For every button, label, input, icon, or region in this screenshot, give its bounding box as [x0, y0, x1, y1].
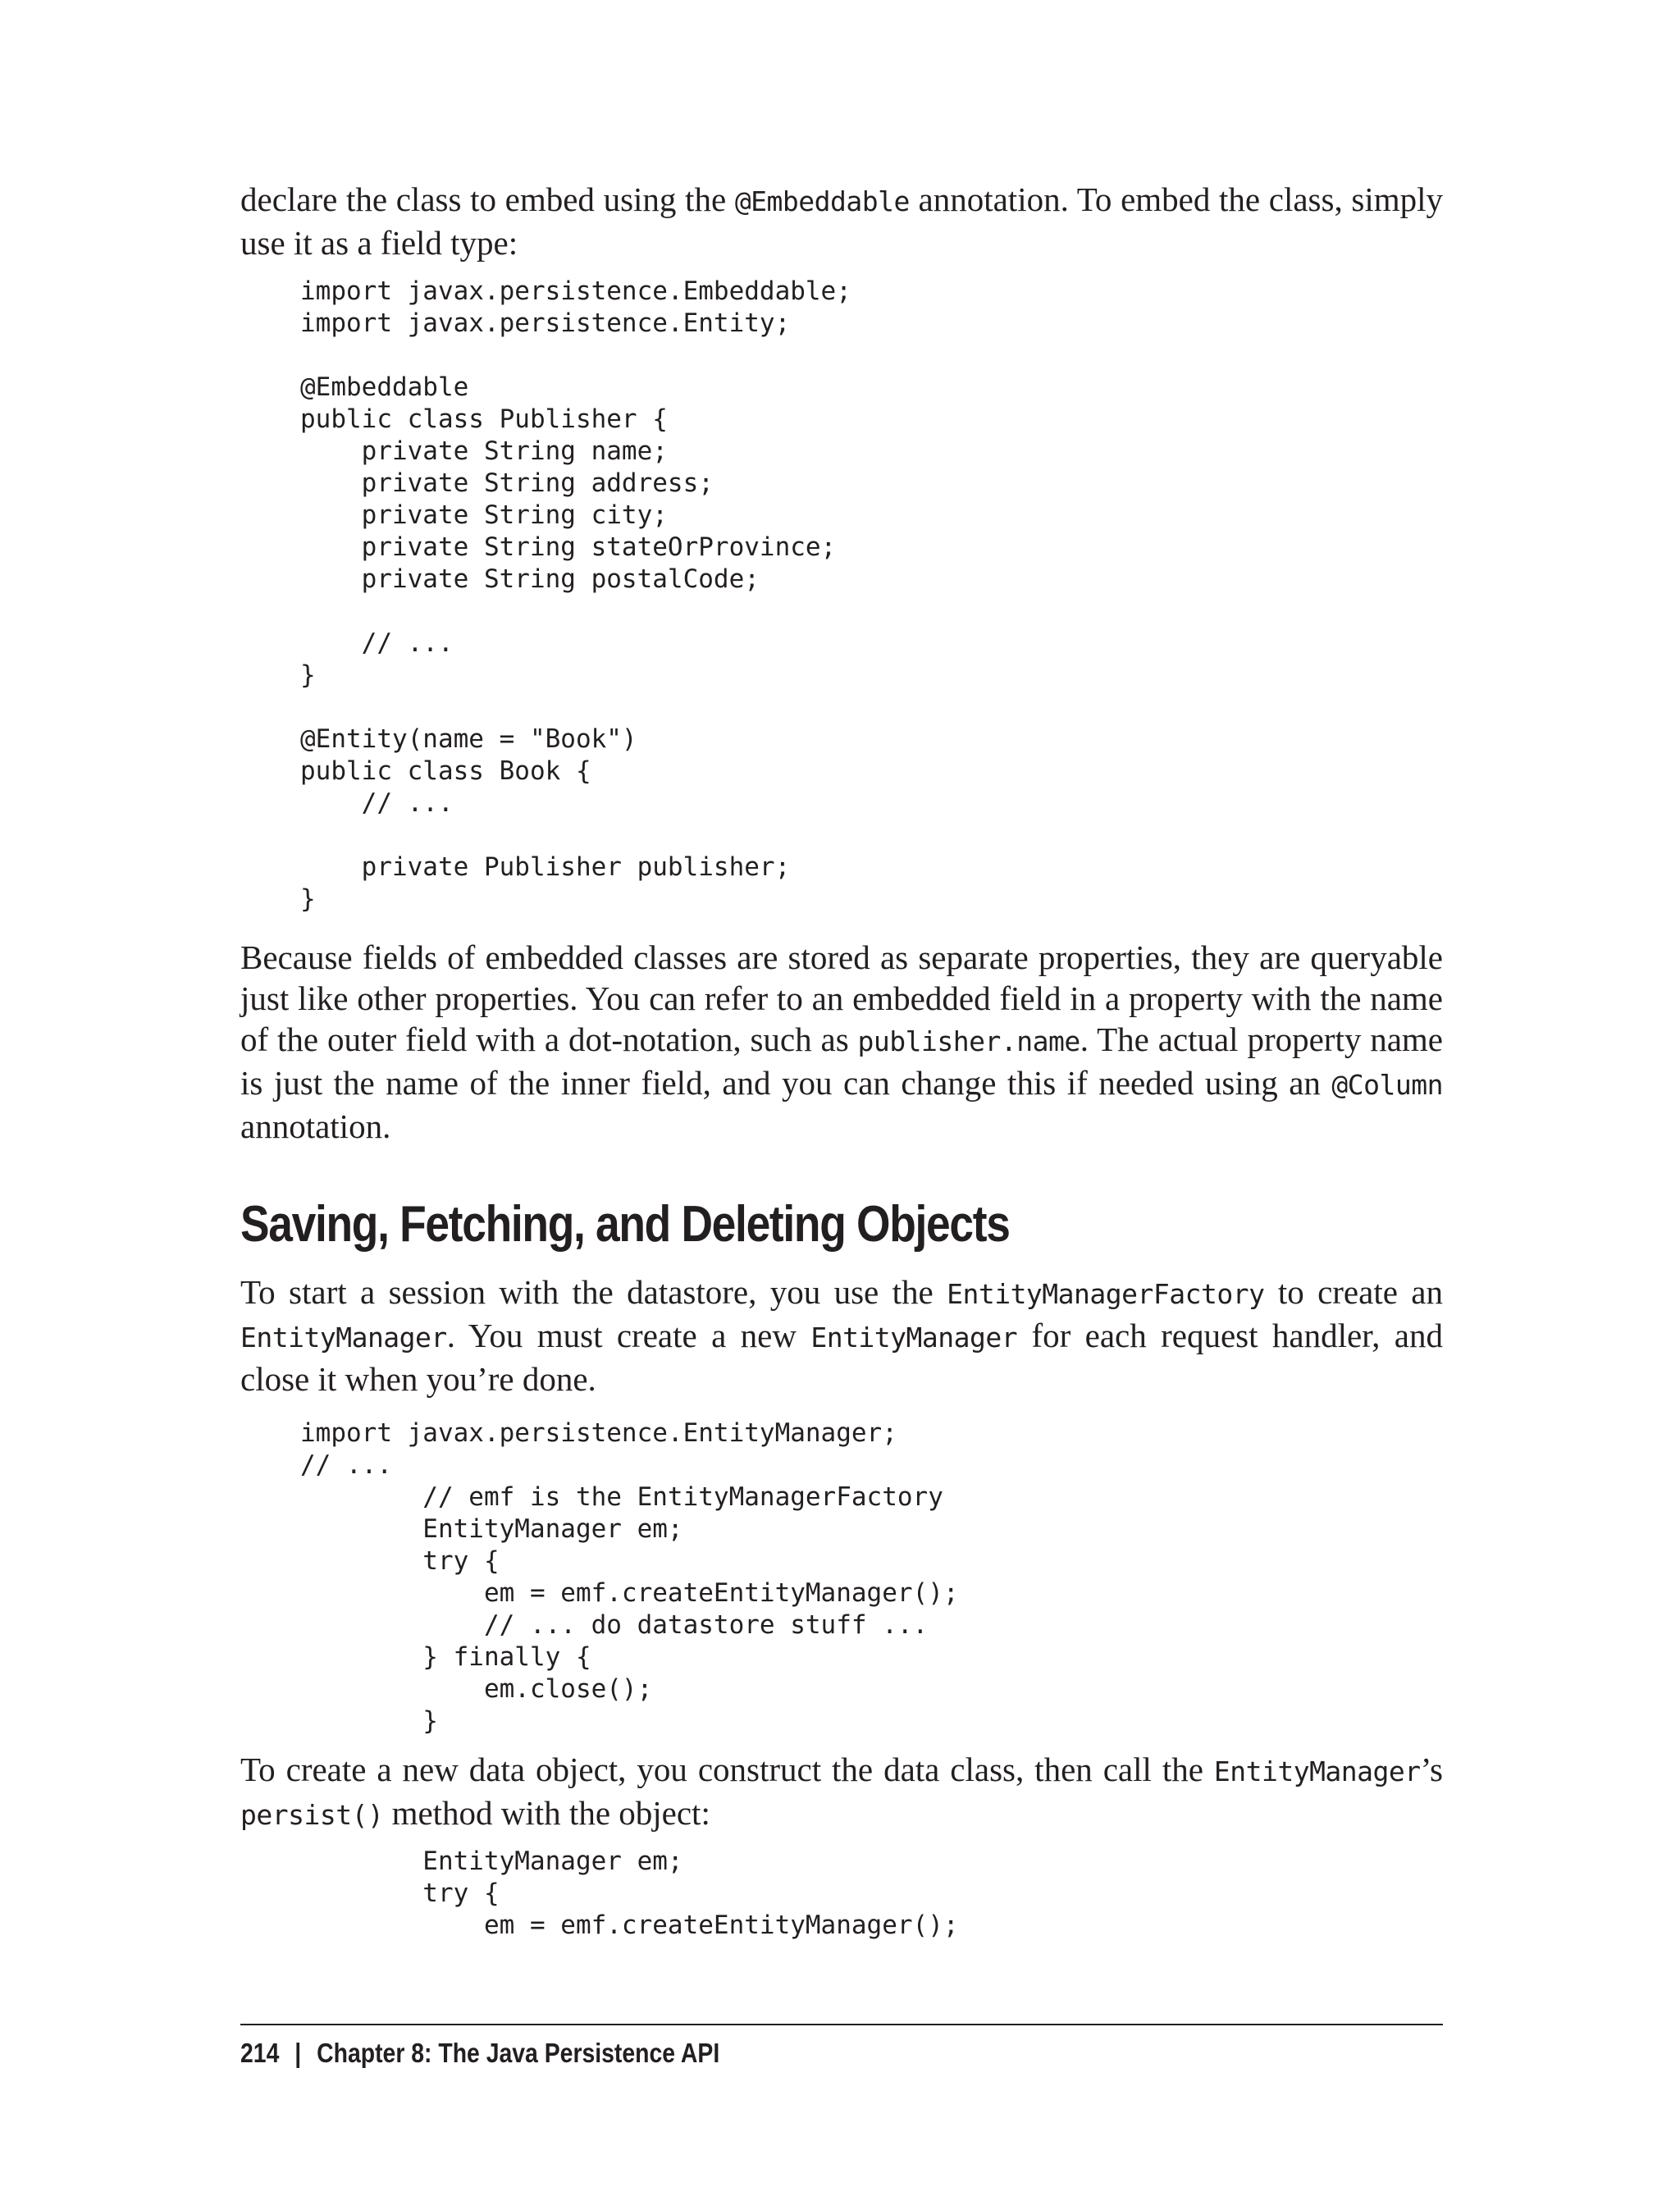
code-listing-embeddable: import javax.persistence.Embeddable; import javax.persistence.Entity; @Embeddable public class Publisher { private String name; private String address; private String city; private String stateOrProvince; private String postalCode; // ... } @Entity(name = "Book") public class Book { // ... private Publisher publisher; }	[300, 276, 851, 914]
text: ’s	[1420, 1751, 1443, 1788]
paragraph-persist	[240, 1749, 1443, 1836]
page-number: 214	[240, 2038, 280, 2068]
inline-code: EntityManager	[810, 1322, 1018, 1354]
text: to create an	[1264, 1273, 1443, 1311]
text: annotation. To embed the class, simply use it as a field type:	[240, 180, 1443, 262]
inline-code: EntityManager	[240, 1322, 447, 1354]
footer-separator: |	[294, 2038, 302, 2068]
paragraph-embedded-fields	[240, 937, 1443, 1147]
chapter-title: Chapter 8: The Java Persistence API	[317, 2038, 720, 2068]
inline-code: @Column	[1331, 1069, 1443, 1101]
section-heading: Saving, Fetching, and Deleting Objects	[240, 1196, 1010, 1253]
text: . The actual property name is just the name of the inner field, and you can change this if needed using an	[240, 1020, 1444, 1102]
page-footer	[240, 2036, 719, 2070]
inline-code: @Embeddable	[734, 185, 910, 217]
inline-code: publisher.name	[857, 1025, 1080, 1057]
code-listing-entitymanager: import javax.persistence.EntityManager; // ... // emf is the EntityManagerFactory EntityManager em; try { em = emf.createEntityManager(); // ... do datastore stuff ... } finally { em.close(); }	[300, 1418, 959, 1736]
footer-rule	[240, 2024, 1443, 2025]
inline-code: persist()	[240, 1799, 384, 1831]
paragraph-embeddable-intro	[240, 179, 1443, 263]
text: annotation.	[240, 1107, 391, 1145]
text: . You must create a new	[446, 1317, 811, 1354]
text: To start a session with the datastore, you use the	[240, 1273, 947, 1311]
text: method with the object:	[383, 1794, 710, 1832]
inline-code: EntityManager	[1213, 1755, 1421, 1787]
text: Because fields of embedded classes are stored as separate properties, they are queryable just like other properties. You can refer to an embedded field in a property with the name of the outer field with a dot-notation, such as	[240, 938, 1443, 1058]
inline-code: EntityManagerFactory	[947, 1278, 1265, 1310]
text: To create a new data object, you construct the data class, then call the	[240, 1751, 1214, 1788]
text: declare the class to embed using the	[240, 180, 735, 218]
paragraph-session	[240, 1271, 1443, 1399]
text: for each request handler, and close it when you’re done.	[240, 1317, 1444, 1398]
code-listing-persist: EntityManager em; try { em = emf.createEntityManager();	[422, 1847, 959, 1940]
